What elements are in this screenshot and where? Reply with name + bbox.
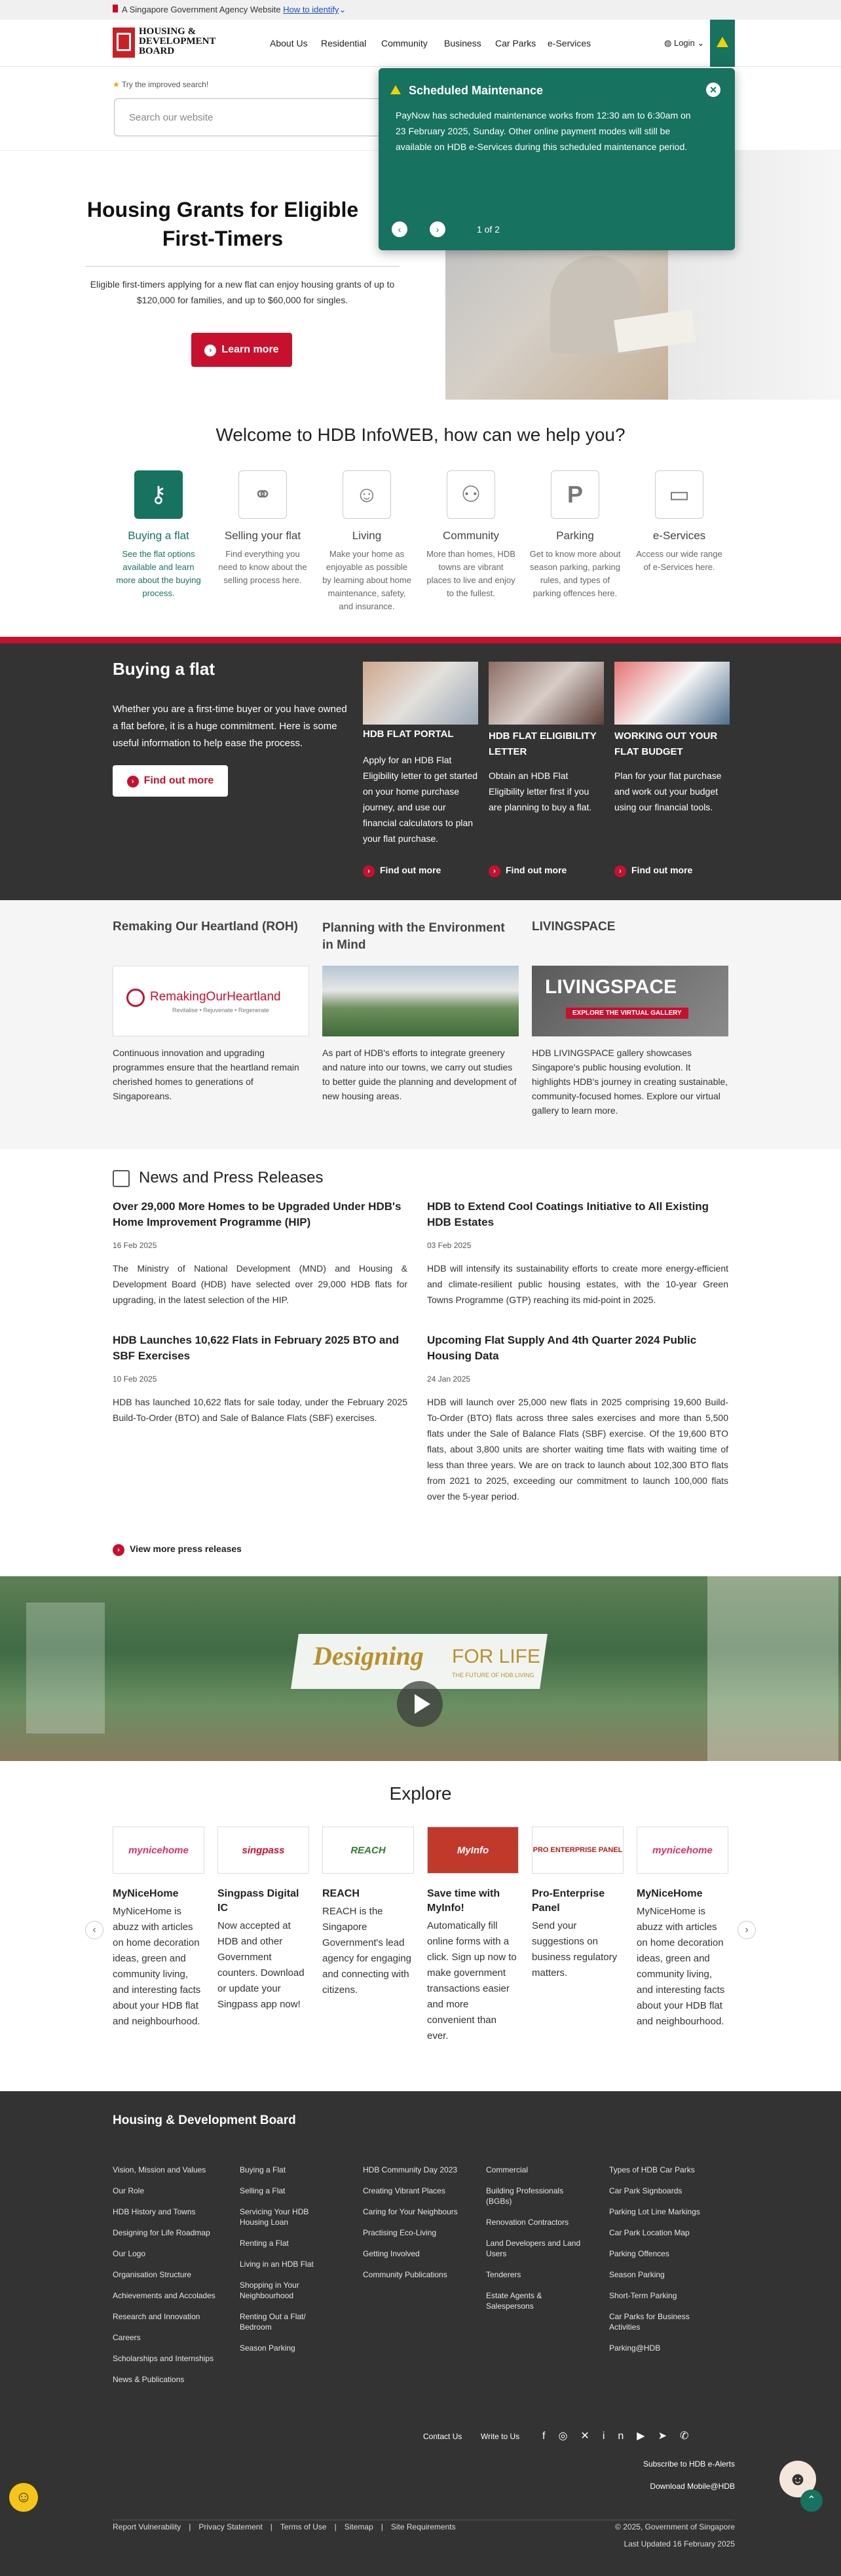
card-budget-link[interactable]: › Find out more <box>614 865 692 877</box>
designing-for-life-video[interactable]: Designing FOR LIFE THE FUTURE OF HDB LIVING <box>0 1576 841 1761</box>
card-budget-body: Plan for your flat purchase and work out your budget using our financial tools. <box>614 770 722 812</box>
card-eligibility-body: Obtain an HDB Flat Eligibility letter first if you are planning to buy a flat. <box>489 770 592 812</box>
news-item-body: HDB will launch over 25,000 new flats in 2025 comprising 19,600 Build-To-Order (BTO) flats across three sales exercises and more than 5,500 flats under the Sale of Balance Flats (SBF) exercise. Of the 19,600 BTO flats, about 3,800 units are shorter waiting time flats with waiting time of less than three years. We are on track to launch about 102,300 BTO flats from 2021 to 2025, exceeding our commitment to launch 100,000 flats over the 5-year period. <box>427 1397 728 1502</box>
news-item-date: 24 Jan 2025 <box>427 1374 471 1384</box>
reach-logo: REACH <box>322 1827 414 1874</box>
last-updated: Last Updated 16 February 2025 <box>624 2539 735 2548</box>
singapore-flag-icon <box>113 5 118 12</box>
terms-of-use-link[interactable]: Terms of Use <box>280 2522 327 2531</box>
service-community[interactable]: ⚇ Community More than homes, HDB towns are vibrant places to live and enjoy to the fullest. <box>425 470 517 600</box>
arrow-right-icon: › <box>614 865 626 877</box>
download-mobile-link[interactable]: Download Mobile@HDB <box>650 2482 735 2491</box>
feature-roh-body: Continuous innovation and upgrading programmes ensure that the heartland remain cherished homes to generations of Singaporeans. <box>113 1048 299 1101</box>
search-input[interactable]: Search our website <box>114 98 389 136</box>
feature-roh-image[interactable]: RemakingOurHeartland Revitalise • Rejuvenate • Regenerate <box>113 966 309 1036</box>
arrow-right-icon: › <box>113 1544 124 1556</box>
play-icon[interactable] <box>397 1681 443 1727</box>
explore-card[interactable]: singpass Singpass Digital IC Now accepted at HDB and other Government counters. Download or update your Singpass app now! <box>217 1827 309 2013</box>
flat-portal-image <box>363 662 478 725</box>
card-eligibility-title[interactable]: HDB FLAT ELIGIBILITY LETTER <box>489 730 597 757</box>
card-flat-portal-body: Apply for an HDB Flat Eligibility letter to get started on your home purchase journey, and use our financial calculators to plan your flat purchase. <box>363 755 478 844</box>
search-hint: ★ Try the improved search! <box>113 80 209 89</box>
maintenance-popup <box>379 68 735 250</box>
footer-col-about: About Us Vision, Mission and Values Our Role HDB History and Towns Designing for Life Roadmap Our Logo Organisation Structure Achievements and Accolades Research and Innovation Careers Scholarships and Internships News & Publications <box>113 2144 215 2384</box>
hero-divider <box>85 266 400 267</box>
site-requirements-link[interactable]: Site Requirements <box>390 2522 456 2531</box>
news-item-title[interactable]: Over 29,000 More Homes to be Upgraded Under HDB's Home Improvement Programme (HIP) <box>113 1200 402 1228</box>
feature-roh-title[interactable]: Remaking Our Heartland (ROH) <box>113 920 298 934</box>
hdb-logo-text[interactable]: HOUSING & DEVELOPMENT BOARD <box>139 26 216 56</box>
buy-title: Buying a flat <box>113 659 215 679</box>
hero-title: Housing Grants for Eligible First-Timers <box>86 198 359 250</box>
news-item-body: HDB has launched 10,622 flats for sale today, under the February 2025 Build-To-Order (BTO) and Sale of Balance Flats (SBF) exercises. <box>113 1397 407 1423</box>
footer-col-car-parks: Car Parks Types of HDB Car Parks Car Park Signboards Parking Lot Line Markings Car Park Location Map Parking Offences Season Parking Short-Term Parking Car Parks for Business Activities Parking@HDB <box>609 2144 700 2353</box>
family-icon: ☺ <box>343 470 391 519</box>
buy-description: Whether you are a first-time buyer or you have owned a flat before, it is a huge commitment. Here is some useful information to help ease the process. <box>113 704 347 749</box>
news-item-title[interactable]: Upcoming Flat Supply And 4th Quarter 2024 Public Housing Data <box>427 1334 697 1362</box>
maintenance-body: PayNow has scheduled maintenance works from 12:30 am to 6:30am on 23 February 2025, Sunday. Other online payment modes will still be available on HDB e-Services during this scheduled maintenance period. <box>396 110 691 152</box>
gov-banner: A Singapore Government Agency Website How to identify⌄ <box>0 0 841 20</box>
hdb-logo-icon[interactable] <box>113 28 135 58</box>
footer-col-community: Community HDB Community Day 2023 Creating Vibrant Places Caring for Your Neighbours Practising Eco-Living Getting Involved Community Publications <box>363 2144 458 2279</box>
login-button[interactable]: ◍ Login ⌄ <box>664 38 705 48</box>
service-living[interactable]: ☺ Living Make your home as enjoyable as possible by learning about home maintenance, safety, and insurance. <box>321 470 413 613</box>
hero-description: Eligible first-timers applying for a new flat can enjoy housing grants of up to $120,000 for families, and up to $60,000 for singles. <box>90 279 395 305</box>
monitor-icon: ▭ <box>655 470 703 519</box>
arrow-right-icon: › <box>127 776 139 787</box>
nav-residential[interactable]: Residential <box>321 38 367 48</box>
nav-about-us[interactable]: About Us <box>270 38 308 48</box>
feature-livingspace-body: HDB LIVINGSPACE gallery showcases Singapore's public housing evolution. It highlights HDB's journey in creating sustainable, community-focused homes. Explore our virtual gallery to learn more. <box>532 1048 728 1116</box>
x-icon[interactable]: ✕ <box>580 2431 603 2442</box>
news-item-date: 16 Feb 2025 <box>113 1241 157 1250</box>
community-icon: ⚇ <box>447 470 495 519</box>
newspaper-icon <box>113 1170 130 1187</box>
flat-budget-image <box>614 662 730 725</box>
card-budget-title[interactable]: WORKING OUT YOUR FLAT BUDGET <box>614 730 718 757</box>
privacy-statement-link[interactable]: Privacy Statement <box>198 2522 263 2531</box>
feature-environment-title[interactable]: Planning with the Environment in Mind <box>322 921 505 952</box>
feature-environment-image[interactable] <box>322 966 519 1036</box>
sitemap-link[interactable]: Sitemap <box>344 2522 373 2531</box>
welcome-heading: Welcome to HDB InfoWEB, how can we help you? <box>215 425 626 445</box>
pro-enterprise-logo: PRO ENTERPRISE PANEL <box>532 1827 624 1874</box>
footer-bottom-links: Report Vulnerability | Privacy Statement | Terms of Use | Sitemap | Site Requirements <box>113 2522 456 2531</box>
alert-tab[interactable] <box>710 20 735 67</box>
news-title: News and Press Releases <box>139 1169 324 1186</box>
close-icon[interactable]: ✕ <box>706 83 720 97</box>
footer-col-business: Business Commercial Building Professionals (BGBs) Renovation Contractors Land Developers and Land Users Tenderers Estate Agents & Salespersons <box>486 2144 581 2311</box>
feature-livingspace-image[interactable]: LIVINGSPACE EXPLORE THE VIRTUAL GALLERY <box>532 966 728 1036</box>
warning-icon <box>717 37 728 47</box>
singpass-logo: singpass <box>217 1827 309 1874</box>
nav-business[interactable]: Business <box>444 38 481 48</box>
footer-col-residential: Residential Buying a Flat Selling a Flat Servicing Your HDB Housing Loan Renting a Flat Living in an HDB Flat Shopping in Your Neighbourhood Renting Out a Flat/ Bedroom Season Parking <box>240 2144 314 2353</box>
service-buying-a-flat[interactable]: ⚷ Buying a flat See the flat options available and learn more about the buying process. <box>113 470 204 600</box>
subscribe-link[interactable]: Subscribe to HDB e-Alerts <box>643 2459 735 2469</box>
footer-title: Housing & Development Board <box>113 2113 296 2127</box>
facebook-icon[interactable]: f <box>542 2431 559 2442</box>
nav-car-parks[interactable]: Car Parks <box>495 38 536 48</box>
news-item-title[interactable]: HDB to Extend Cool Coatings Initiative to All Existing HDB Estates <box>427 1200 709 1228</box>
maintenance-pager: 1 of 2 <box>477 224 500 235</box>
maintenance-title: Scheduled Maintenance <box>409 84 544 97</box>
news-item-date: 10 Feb 2025 <box>113 1374 157 1384</box>
explore-card[interactable]: PRO ENTERPRISE PANEL Pro-Enterprise Panel Send your suggestions on business regulatory matters. <box>532 1827 624 1981</box>
news-item-body: The Ministry of National Development (MND) and Housing & Development Board (HDB) have selected over 29,000 HDB flats for upgrading, in the latest selection of the HIP. <box>113 1263 407 1305</box>
card-flat-portal-link[interactable]: › Find out more <box>363 865 441 877</box>
parking-icon: P <box>551 470 599 519</box>
how-to-identify-link[interactable]: How to identify <box>283 5 339 14</box>
handshake-icon: ⚭ <box>238 470 287 519</box>
write-to-us-link[interactable]: Write to Us <box>481 2432 520 2441</box>
myinfo-logo: MyInfo <box>427 1827 519 1874</box>
learn-more-button[interactable]: › Learn more <box>191 333 292 367</box>
social-icons <box>542 2429 701 2442</box>
instagram-icon[interactable]: ◎ <box>558 2431 581 2442</box>
news-item-date: 03 Feb 2025 <box>427 1241 472 1250</box>
mynicehome-logo: mynicehome <box>637 1827 728 1874</box>
contact-us-link[interactable]: Contact Us <box>423 2432 462 2441</box>
news-item-title[interactable]: HDB Launches 10,622 Flats in February 2025 BTO and SBF Exercises <box>113 1334 400 1362</box>
eligibility-letter-image <box>489 662 604 725</box>
gov-text: A Singapore Government Agency Website <box>122 5 281 14</box>
warning-icon <box>390 85 401 94</box>
view-more-press-link[interactable]: › View more press releases <box>113 1544 242 1556</box>
linkedin-icon[interactable]: in <box>602 2431 637 2442</box>
mynicehome-logo: mynicehome <box>113 1827 204 1874</box>
next-icon[interactable]: › <box>430 221 445 237</box>
explore-card[interactable]: REACH REACH REACH is the Singapore Government's lead agency for engaging and connecting with citizens. <box>322 1827 414 1998</box>
arrow-right-icon: › <box>489 865 500 877</box>
arrow-right-icon: › <box>204 345 216 356</box>
feedback-smiley-icon[interactable]: ☺ <box>9 2483 38 2512</box>
explore-card[interactable]: mynicehome MyNiceHome MyNiceHome is abuzz with articles on home decoration ideas, green and community living, and interesting facts about your HDB flat and neighbourhood. <box>113 1827 204 2030</box>
feature-livingspace-title[interactable]: LIVINGSPACE <box>532 920 616 934</box>
explore-card[interactable]: MyInfo Save time with MyInfo! Automatically fill online forms with a click. Sign up now to make government transactions easier and more convenient than ever. <box>427 1827 519 2044</box>
whatsapp-icon[interactable]: ✆ <box>680 2431 702 2442</box>
service-selling-your-flat[interactable]: ⚭ Selling your flat Find everything you need to know about the selling process here. <box>217 470 308 587</box>
buy-find-out-more-button[interactable]: › Find out more <box>113 765 228 797</box>
report-vulnerability-link[interactable]: Report Vulnerability <box>113 2522 181 2531</box>
explore-card[interactable]: mynicehome MyNiceHome MyNiceHome is abuzz with articles on home decoration ideas, green and community living, and interesting facts about your HDB flat and neighbourhood. <box>637 1827 728 2030</box>
feature-environment-body: As part of HDB's efforts to integrate greenery and nature into our towns, we carry out studies to better guide the planning and development of new housing areas. <box>322 1048 517 1101</box>
chatbot-avatar[interactable]: ☻ <box>779 2461 816 2497</box>
carousel-next-icon[interactable]: › <box>738 1921 756 1939</box>
arrow-right-icon: › <box>363 865 375 877</box>
youtube-icon[interactable]: ▶ <box>637 2431 658 2442</box>
service-e-services[interactable]: ▭ e-Services Access our wide range of e-Services here. <box>633 470 725 574</box>
telegram-icon[interactable]: ➤ <box>658 2431 680 2442</box>
nav-community[interactable]: Community <box>381 38 428 48</box>
service-parking[interactable]: P Parking Get to know more about season parking, parking rules, and types of parking offences here. <box>529 470 621 600</box>
news-item-body: HDB will intensify its sustainability efforts to create more energy-efficient and climate-resilient public housing estates, with the 10-year Green Towns Programme (GTP) reaching its mid-point in 2025. <box>427 1263 728 1305</box>
explore-title: Explore <box>389 1783 452 1804</box>
card-eligibility-link[interactable]: › Find out more <box>489 865 567 877</box>
copyright: © 2025, Government of Singapore <box>615 2522 735 2531</box>
card-flat-portal-title[interactable]: HDB FLAT PORTAL <box>363 729 454 740</box>
back-to-top-icon[interactable]: ⌃ <box>800 2490 823 2512</box>
previous-icon[interactable]: ‹ <box>392 221 407 237</box>
carousel-prev-icon[interactable]: ‹ <box>85 1921 103 1939</box>
nav-e-services[interactable]: e-Services <box>548 38 591 48</box>
key-icon: ⚷ <box>134 470 183 519</box>
globe-icon: ◍ <box>664 38 672 48</box>
